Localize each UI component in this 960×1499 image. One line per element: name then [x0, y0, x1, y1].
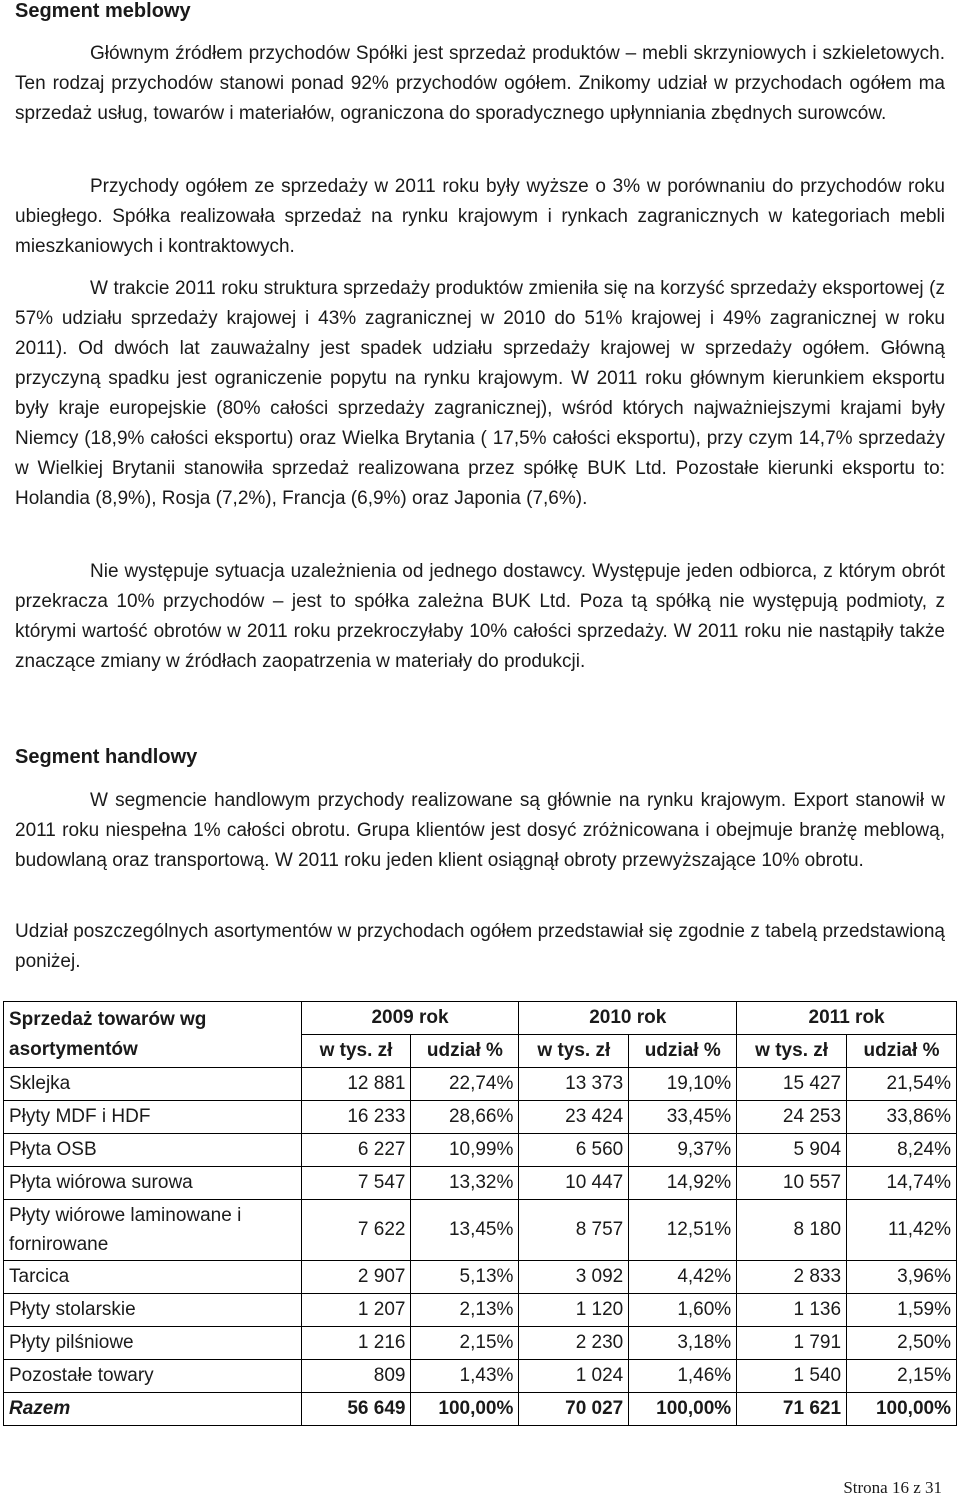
table-cell-value: 12 881 — [301, 1068, 411, 1101]
paragraph: W trakcie 2011 roku struktura sprzedaży produktów zmieniła się na korzyść sprzedaży eksportowej (z 57% udziału sprzedaży krajowej i 43% zagranicznej w 2010 do 51% krajowej i 49% zagranicznej w roku 2011). Od dwóch lat zauważalny jest spadek udziału sprzedaży krajowej w sprzedaży ogółem. Główną przyczyną spadku jest ograniczenie popytu na rynku krajowym. W 2011 roku głównym kierunkiem eksportu były kraje europejskie (80% całości sprzedaży zagranicznej), wśród których najważniejszymi krajami były Niemcy (18,9% całości eksportu) oraz Wielka Brytania ( 17,5% całości eksportu), przy czym 14,7% sprzedaży w Wielkiej Brytanii stanowiła sprzedaż realizowana przez spółkę BUK Ltd. Pozostałe kierunki eksportu to: Holandia (8,9%), Rosja (7,2%), Francja (6,9%) oraz Japonia (7,6%). — [15, 278, 945, 509]
table-cell-value: 11,42% — [847, 1200, 957, 1261]
table-cell-value: 1 024 — [519, 1360, 629, 1393]
table-cell-value: 19,10% — [629, 1068, 737, 1101]
table-cell-value: 2 230 — [519, 1327, 629, 1360]
table-total-row — [4, 1393, 957, 1426]
table-cell-value: 1 216 — [301, 1327, 411, 1360]
table-cell-value: 809 — [301, 1360, 411, 1393]
table-cell-value: 3,96% — [847, 1261, 957, 1294]
table-cell-value: 10 447 — [519, 1167, 629, 1200]
table-cell-value: 14,92% — [629, 1167, 737, 1200]
table-subheader-share: udział % — [847, 1035, 957, 1068]
paragraph: Przychody ogółem ze sprzedaży w 2011 roku były wyższe o 3% w porównaniu do przychodów roku ubiegłego. Spółka realizowała sprzedaż na rynku krajowym i rynkach zagranicznych w kategoriach mebli mieszkaniowych i kontraktowych. — [15, 176, 945, 257]
table-cell-value: 70 027 — [519, 1393, 629, 1426]
sales-by-assortment-table — [3, 1001, 957, 1426]
table-cell-value: 2 833 — [737, 1261, 847, 1294]
table-cell-value: 1 136 — [737, 1294, 847, 1327]
paragraph: W segmencie handlowym przychody realizowane są głównie na rynku krajowym. Export stanowił w 2011 roku niespełna 1% całości obrotu. Grupa klientów jest dosyć zróżnicowana i obejmuje branżę meblową, budowlaną oraz transportową. W 2011 roku jeden klient osiągnął obroty przewyższające 10% obrotu. — [15, 790, 945, 871]
table-cell-value: 6 227 — [301, 1134, 411, 1167]
table-cell-value: 9,37% — [629, 1134, 737, 1167]
table-cell-value: 4,42% — [629, 1261, 737, 1294]
table-cell-value: 2 907 — [301, 1261, 411, 1294]
table-cell-value: 16 233 — [301, 1101, 411, 1134]
table-row — [4, 1360, 957, 1393]
table-cell-value: 1 791 — [737, 1327, 847, 1360]
table-row — [4, 1327, 957, 1360]
table-cell-value: 12,51% — [629, 1200, 737, 1261]
table-row — [4, 1101, 957, 1134]
table-cell-label: Płyta wiórowa surowa — [4, 1167, 302, 1200]
table-row — [4, 1134, 957, 1167]
table-subheader-value: w tys. zł — [737, 1035, 847, 1068]
table-cell-value: 6 560 — [519, 1134, 629, 1167]
paragraph: Nie występuje sytuacja uzależnienia od jednego dostawcy. Występuje jeden odbiorca, z którym obrót przekracza 10% przychodów – jest to spółka zależna BUK Ltd. Poza tą spółką nie występują podmioty, z którymi wartość obrotów w 2011 roku przekroczyłaby 10% całości sprzedaży. W 2011 roku nie nastąpiły także znaczące zmiany w źródłach zaopatrzenia w materiały do produkcji. — [15, 561, 945, 672]
table-cell-label: Płyty stolarskie — [4, 1294, 302, 1327]
table-cell-value: 7 547 — [301, 1167, 411, 1200]
table-cell-value: 33,45% — [629, 1101, 737, 1134]
table-subheader-share: udział % — [629, 1035, 737, 1068]
table-subheader-value: w tys. zł — [301, 1035, 411, 1068]
table-row — [4, 1261, 957, 1294]
table-row — [4, 1068, 957, 1101]
table-cell-value: 13,45% — [411, 1200, 519, 1261]
table-cell-value: 8,24% — [847, 1134, 957, 1167]
table-cell-value: 2,15% — [847, 1360, 957, 1393]
table-cell-label: Płyta OSB — [4, 1134, 302, 1167]
table-cell-value: 100,00% — [629, 1393, 737, 1426]
table-cell-value: 1 120 — [519, 1294, 629, 1327]
table-cell-value: 13,32% — [411, 1167, 519, 1200]
table-cell-value: 100,00% — [847, 1393, 957, 1426]
table-cell-value: 1,60% — [629, 1294, 737, 1327]
table-cell-value: 1,43% — [411, 1360, 519, 1393]
table-cell-value: 56 649 — [301, 1393, 411, 1426]
table-cell-value: 3,18% — [629, 1327, 737, 1360]
table-cell-label: Tarcica — [4, 1261, 302, 1294]
table-row — [4, 1200, 957, 1261]
paragraph: Udział poszczególnych asortymentów w przychodach ogółem przedstawiał się zgodnie z tabelą przedstawioną poniżej. — [15, 921, 945, 972]
table-cell-label: Płyty pilśniowe — [4, 1327, 302, 1360]
table-cell-value: 7 622 — [301, 1200, 411, 1261]
table-cell-value: 8 180 — [737, 1200, 847, 1261]
table-cell-value: 21,54% — [847, 1068, 957, 1101]
table-cell-value: 28,66% — [411, 1101, 519, 1134]
table-cell-value: 5,13% — [411, 1261, 519, 1294]
page-number: Strona 16 z 31 — [843, 1478, 942, 1497]
table-cell-value: 2,50% — [847, 1327, 957, 1360]
table-cell-value: 71 621 — [737, 1393, 847, 1426]
section-title-segment-meblowy: Segment meblowy — [15, 0, 191, 22]
table-cell-value: 8 757 — [519, 1200, 629, 1261]
table-cell-value: 1,59% — [847, 1294, 957, 1327]
table-cell-value: 1,46% — [629, 1360, 737, 1393]
table-header-label: Sprzedaż towarów wg asortymentów — [4, 1002, 302, 1068]
table-header-year: 2010 rok — [519, 1002, 737, 1035]
table-cell-label: Pozostałe towary — [4, 1360, 302, 1393]
table-cell-label: Płyty MDF i HDF — [4, 1101, 302, 1134]
table-cell-value: 10 557 — [737, 1167, 847, 1200]
table-cell-value: 14,74% — [847, 1167, 957, 1200]
table-cell-value: 24 253 — [737, 1101, 847, 1134]
table-cell-value: 13 373 — [519, 1068, 629, 1101]
section-title-segment-handlowy: Segment handlowy — [15, 746, 198, 768]
table-cell-value: 2,15% — [411, 1327, 519, 1360]
table-cell-value: 1 540 — [737, 1360, 847, 1393]
table-cell-value: 33,86% — [847, 1101, 957, 1134]
table-cell-value: 100,00% — [411, 1393, 519, 1426]
paragraph: Głównym źródłem przychodów Spółki jest sprzedaż produktów – mebli skrzyniowych i szkieletowych. Ten rodzaj przychodów stanowi ponad 92% przychodów ogółem. Znikomy udział w przychodach ogółem ma sprzedaż usług, towarów i materiałów, ograniczona do sporadycznego upłynniania zbędnych surowców. — [15, 43, 945, 124]
table-cell-value: 10,99% — [411, 1134, 519, 1167]
table-cell-label: Sklejka — [4, 1068, 302, 1101]
table-subheader-share: udział % — [411, 1035, 519, 1068]
table-cell-value: 22,74% — [411, 1068, 519, 1101]
table-row — [4, 1294, 957, 1327]
table-cell-value: 15 427 — [737, 1068, 847, 1101]
table-cell-value: 2,13% — [411, 1294, 519, 1327]
table-cell-value: 1 207 — [301, 1294, 411, 1327]
table-subheader-value: w tys. zł — [519, 1035, 629, 1068]
table-cell-label: Razem — [4, 1393, 302, 1426]
table-header-year: 2009 rok — [301, 1002, 519, 1035]
table-header-year: 2011 rok — [737, 1002, 957, 1035]
table-row — [4, 1167, 957, 1200]
table-cell-value: 23 424 — [519, 1101, 629, 1134]
table-cell-value: 5 904 — [737, 1134, 847, 1167]
table-cell-label: Płyty wiórowe laminowane i fornirowane — [4, 1200, 302, 1261]
table-cell-value: 3 092 — [519, 1261, 629, 1294]
